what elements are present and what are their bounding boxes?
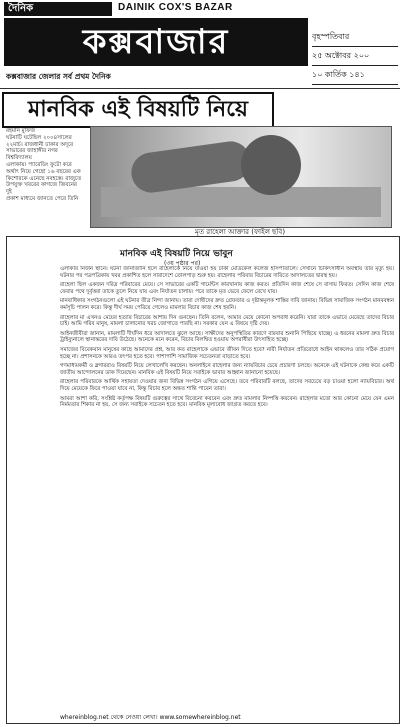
newspaper-title: কক্সবাজার — [4, 18, 308, 66]
paragraph: রাহেলা ছিল একজন দরিদ্র পরিবারের মেয়ে। সে সাভারের একটি গার্মেন্টস কারখানায় কাজ করত। প্রতিদিন কাজ শেষে সে বাসায় ফিরত। সেদিন কাজ শেষে ফেরার পথে দুর্বৃত্তরা তাকে তুলে নিয়ে যায় এবং নির্যাতন চালায়। পরে তাকে মৃত ভেবে ফেলে রেখে যায়। — [60, 282, 394, 295]
byline-line: প্রকাশ মাধ্যমে জানতে পেরে তিনি — [6, 195, 79, 202]
date-weekday: বৃহস্পতিবার — [312, 28, 398, 47]
paragraph: রাহেলার মা এখনও মেয়ের হত্যার বিচারের আশায় দিন গুনছেন। তিনি বলেন, আমার মেয়ে কোনো অপরাধ করেনি। যারা তাকে এভাবে মেরেছে তাদের বিচার চাই। আমি গরিব মানুষ, মামলা চালানোর খরচ জোগাতে পারছি না। সরকার যেন এ বিষয়ে দৃষ্টি দেয়। — [60, 314, 394, 328]
byline-line: কিশোরকে এনেছে নবহস্তে। রাজুতে — [6, 175, 82, 182]
byline-line: অর্থাৎ নিয়ে গেছো ১৬ বছরের এক — [6, 168, 81, 175]
photo-caption: মৃত রাহেলা আক্তার (ফাইল ছবি) — [194, 228, 286, 236]
tagline: কক্সবাজার জেলার সর্ব প্রথম দৈনিক — [6, 72, 111, 81]
byline-column — [6, 128, 84, 203]
photo-head — [241, 135, 301, 195]
paragraph: এলাকার নির্জন স্থানে। ঘটনা জানাজানি হলে রাহেলাকে নিয়ে যাওয়া হয় ঢাকা মেডিকেল কলেজ হাসপাতালে। সেখানে চিকিৎসাধীন অবস্থায় তার মৃত্যু হয়। ঘটনার পর পত্রপত্রিকায় খবর প্রকাশিত হলে সারাদেশে তোলপাড় শুরু হয়। রাহেলার পরিবার বিচারের দাবিতে আদালতের দ্বারস্থ হয়। — [60, 266, 394, 279]
continued-headline: মানবিক এই বিষয়টি নিয়ে ভাবুন — [120, 249, 233, 259]
paragraph: সমাজের বিবেকবান মানুষের কাছে আমাদের প্রশ্ন, আর কত রাহেলাকে এভাবে জীবন দিতে হবে? নারী নির্যাতন প্রতিরোধে আইন থাকলেও তার সঠিক প্রয়োগ হচ্ছে না। প্রশাসনকে আরও তৎপর হতে হবে। পাশাপাশি সামাজিক সচেতনতা বাড়াতে হবে। — [60, 346, 394, 360]
byline-line: ২২মার্চ। রাজধানী ঢাকার অদূরে — [6, 141, 74, 148]
news-photo — [90, 126, 392, 228]
article-footer: whereinblog.net থেকে নেওয়া লেখা। www.somewhereinblog.net — [60, 714, 241, 721]
byline-line: উপযুক্ত খবরের কাগজে জিবনের দুই — [6, 182, 77, 196]
byline-line: রহমান মুফিজ — [6, 128, 36, 134]
daily-label: দৈনিক — [4, 2, 112, 16]
masthead-divider — [0, 88, 400, 89]
paragraph: গণমাধ্যমকর্মী ও ব্লগাররাও বিষয়টি নিয়ে লেখালেখি করছেন। অনলাইনে রাহেলার জন্য ন্যায়বিচার চেয়ে প্রচারণা চলছে। অনেকে এই ঘটনাকে কেন্দ্র করে একটি জাতীয় আন্দোলনের ডাক দিয়েছেন। মানবিক এই বিষয়টি নিয়ে সবাইকে ভাবার আহ্বান জানানো হয়েছে। — [60, 363, 394, 376]
date-gregorian: ২৫ অক্টোবর ২০০ — [312, 47, 398, 66]
photo-bed — [101, 187, 381, 217]
byline-line: সাভারের জাহাঙ্গীর নগর বিশ্ববিদ্যালয় — [6, 148, 58, 162]
article-body — [60, 266, 394, 710]
continued-note: (৩য় পৃষ্ঠার পর) — [164, 260, 201, 267]
article-headline: মানবিক এই বিষয়টি নিয়ে — [2, 92, 274, 128]
brand-english: DAINIK COX'S BAZAR — [118, 2, 233, 13]
date-box — [312, 28, 398, 85]
paragraph: আমরা আশা করি, সংশ্লিষ্ট কর্তৃপক্ষ বিষয়টি গুরুত্বের সাথে বিবেচনা করবেন এবং দ্রুত মামলার নিষ্পত্তি করবেন। রাহেলার মতো আর কোনো মেয়ে যেন এমন নির্মমতার শিকার না হয়, সে জন্য সবাইকে সচেতন হতে হবে। মানবিক মূল্যবোধ জাগ্রত করতে হবে। — [60, 395, 394, 409]
byline-line: ঘটনাটি ঘটেছিল ২০০৪সালের — [6, 134, 72, 141]
byline-line: এলাকায়। প্যারেডিং ফুটো করে — [6, 161, 72, 168]
paragraph: রাহেলার পরিবারকে আর্থিক সহায়তা দেওয়ার জন্য বিভিন্ন সংগঠন এগিয়ে এসেছে। তবে পরিবারটি বলছে, তাদের সবচেয়ে বড় চাওয়া হলো ন্যায়বিচার। অর্থ দিয়ে মেয়েকে ফিরে পাওয়া যাবে না, কিন্তু বিচার হলে অন্তত শান্তি পাবেন তারা। — [60, 379, 394, 392]
paragraph: মানবাধিকার সংগঠনগুলো এই ঘটনার তীব্র নিন্দা জানায়। তারা দোষীদের দ্রুত গ্রেফতার ও দৃষ্টান্তমূলক শাস্তির দাবি জানায়। বিভিন্ন সামাজিক সংগঠন মানববন্ধন কর্মসূচি পালন করে। কিন্তু দীর্ঘ সময় পেরিয়ে গেলেও মামলার বিচার কাজ শেষ হয়নি। — [60, 298, 394, 311]
paragraph: আইনজীবীরা জানান, মামলাটি দীর্ঘদিন ধরে আদালতে ঝুলে আছে। সাক্ষীদের অনুপস্থিতির কারণে বারবার শুনানি পিছিয়ে যাচ্ছে। এ ধরনের মামলা দ্রুত বিচার ট্রাইব্যুনালে স্থানান্তরের দাবি উঠেছে। অনেকে মনে করেন, বিচার বিলম্বিত হওয়ায় অপরাধীরা উৎসাহিত হচ্ছে। — [60, 330, 394, 344]
masthead — [0, 0, 400, 90]
date-bengali: ১০ কার্তিক ১৪১ — [312, 66, 398, 85]
